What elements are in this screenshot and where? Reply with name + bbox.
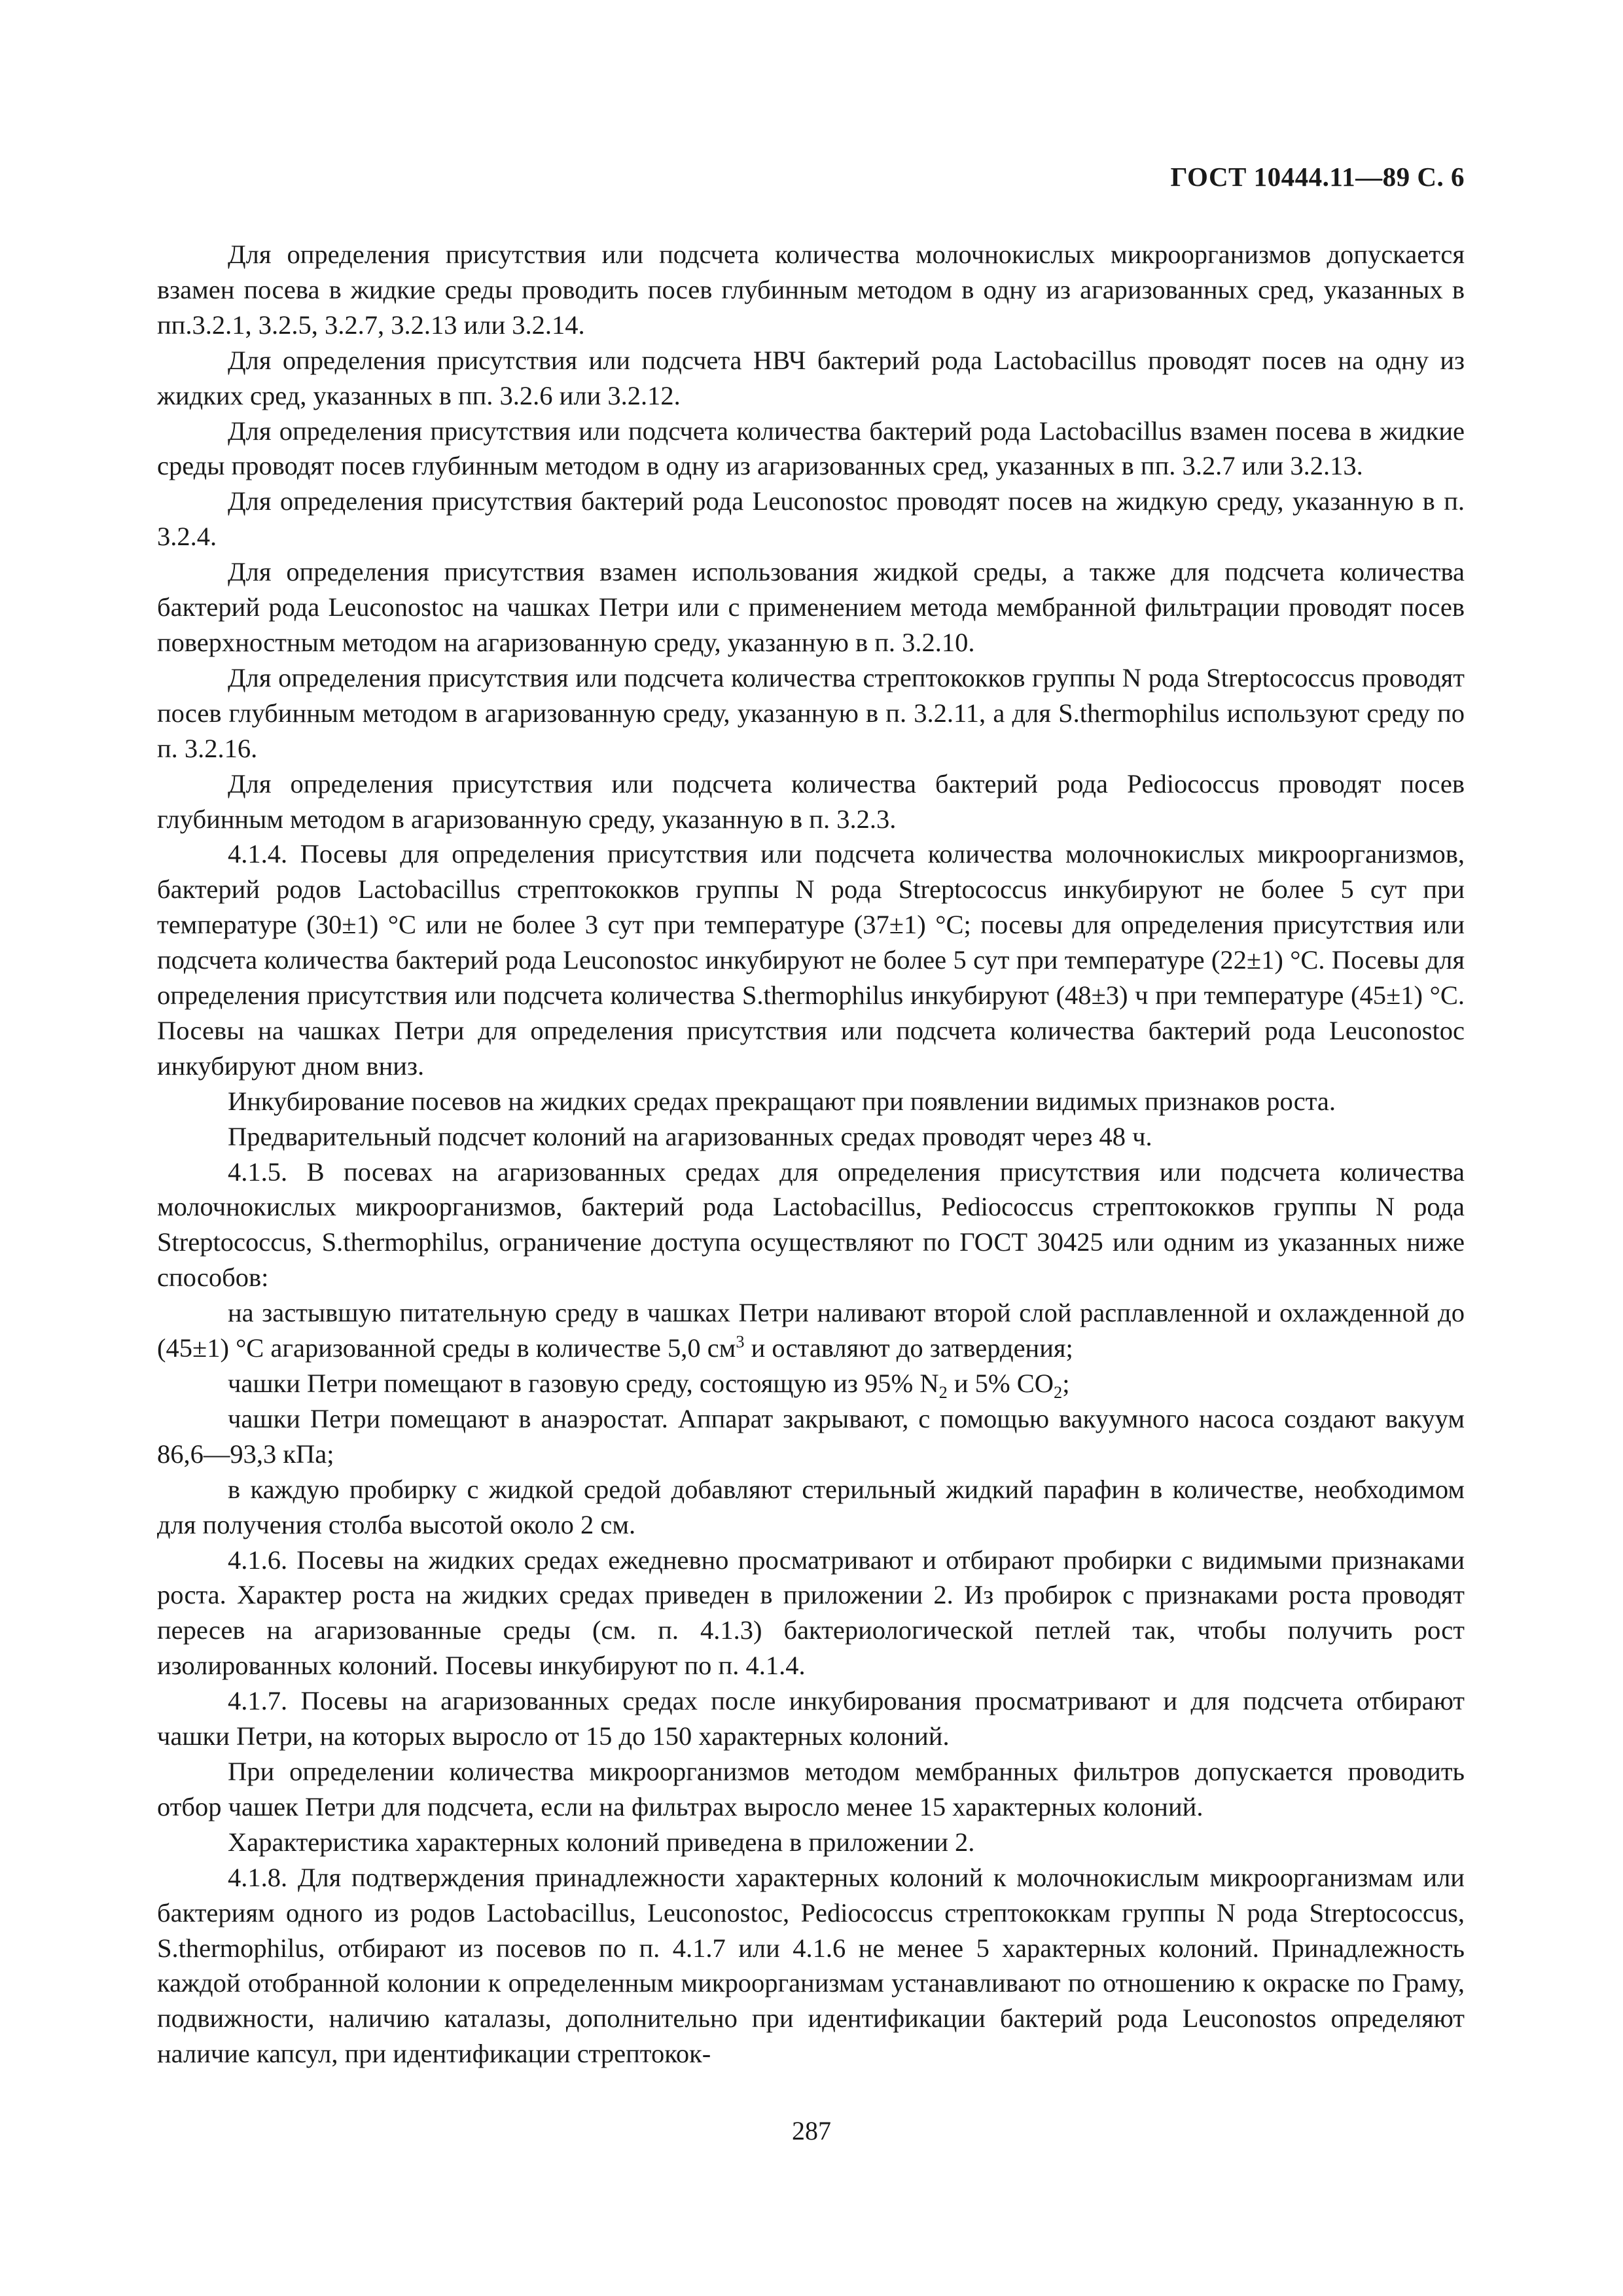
paragraph: Характеристика характерных колоний приведена в приложении 2. bbox=[228, 1827, 975, 1857]
text-run: и 5% CO bbox=[947, 1369, 1054, 1398]
paragraph: Для определения присутствия или подсчета количества стрептококков группы N рода Streptococcus проводят посев глубинным методом в агаризованную среду, указанную в п. 3.2.11, а для S.thermophilus используют среду по п. 3.2.16. bbox=[157, 662, 1465, 763]
page-number: 287 bbox=[792, 2116, 831, 2145]
paragraph-overlay-method bbox=[157, 1295, 1465, 1366]
paragraph: 4.1.8. Для подтверждения принадлежности характерных колоний к молочнокислым микроорганизмам или бактериям одного из родов Lactobacillus, Leuconostoc, Pediococcus стрептококкам группы N рода Streptococcus, S.thermophilus, отбирают из посевов по п. 4.1.7 или 4.1.6 не менее 5 характерных колоний. Принадлежность каждой отобранной колонии к определенным микроорганизмам устанавливают по отношению к окраске по Граму, подвижности, наличию каталазы, дополнительно при идентификации бактерий рода Leuconostos определяют наличие капсул, при идентификации стрептокок- bbox=[157, 1862, 1465, 2069]
text-run: ; bbox=[1062, 1369, 1070, 1398]
paragraph: Для определения присутствия бактерий рода Leuconostoc проводят посев на жидкую среду, указанную в п. 3.2.4. bbox=[157, 486, 1465, 552]
subscript: 2 bbox=[1054, 1383, 1063, 1403]
paragraph: При определении количества микроорганизмов методом мембранных фильтров допускается проводить отбор чашек Петри для подсчета, если на фильтрах выросло менее 15 характерных колоний. bbox=[157, 1756, 1465, 1821]
paragraph: Инкубирование посевов на жидких средах прекращают при появлении видимых признаков роста. bbox=[228, 1086, 1336, 1116]
paragraph: Для определения присутствия или подсчета количества бактерий рода Pediococcus проводят посев глубинным методом в агаризованную среду, указанную в п. 3.2.3. bbox=[157, 768, 1465, 834]
paragraph: 4.1.4. Посевы для определения присутствия или подсчета количества молочнокислых микроорганизмов, бактерий родов Lactobacillus стрептококков группы N рода Streptococcus инкубируют не более 5 сут при температуре (30±1) °С или не более 3 сут при температуре (37±1) °С; посевы для определения присутствия или подсчета количества бактерий рода Leuconostoc инкубируют не более 5 сут при температуре (22±1) °С. Посевы для определения присутствия или подсчета количества S.thermophilus инкубируют (48±3) ч при температуре (45±1) °С. Посевы на чашках Петри для определения присутствия или подсчета количества бактерий рода Leuconostoc инкубируют дном вниз. bbox=[157, 839, 1465, 1081]
paragraph: Для определения присутствия или подсчета количества бактерий рода Lactobacillus взамен посева в жидкие среды проводят посев глубинным методом в одну из агаризованных сред, указанных в пп. 3.2.7 или 3.2.13. bbox=[157, 416, 1465, 481]
paragraph: Для определения присутствия или подсчета количества молочнокислых микроорганизмов допускается взамен посева в жидкие среды проводить посев глубинным методом в одну из агаризованных сред, указанных в пп.3.2.1, 3.2.5, 3.2.7, 3.2.13 или 3.2.14. bbox=[157, 240, 1465, 340]
text-run: чашки Петри помещают в газовую среду, состоящую из 95% N bbox=[228, 1369, 939, 1398]
superscript: 3 bbox=[736, 1332, 745, 1352]
paragraph: 4.1.6. Посевы на жидких средах ежедневно просматривают и отбирают пробирки с видимыми признаками роста. Характер роста на жидких средах приведен в приложении 2. Из пробирок с признаками роста проводят пересев на агаризованные среды (см. п. 4.1.3) бактериологической петлей так, чтобы получить рост изолированных колоний. Посевы инкубируют по п. 4.1.4. bbox=[157, 1545, 1465, 1681]
paragraph: 4.1.7. Посевы на агаризованных средах после инкубирования просматривают и для подсчета отбирают чашки Петри, на которых выросло от 15 до 150 характерных колоний. bbox=[157, 1686, 1465, 1751]
text-run: и оставляют до затвердения; bbox=[744, 1333, 1073, 1363]
page-header: ГОСТ 10444.11—89 С. 6 bbox=[1170, 162, 1465, 192]
text-run: на застывшую питательную среду в чашках Петри наливают второй слой расплавленной и охлажденной до (45±1) °С агаризованной среды в количестве 5,0 см bbox=[157, 1298, 1465, 1363]
paragraph: Для определения присутствия или подсчета НВЧ бактерий рода Lactobacillus проводят посев на одну из жидких сред, указанных в пп. 3.2.6 или 3.2.12. bbox=[157, 345, 1465, 410]
paragraph: в каждую пробирку с жидкой средой добавляют стерильный жидкий парафин в количестве, необходимом для получения столба высотой около 2 см. bbox=[157, 1474, 1465, 1539]
subscript: 2 bbox=[938, 1383, 948, 1403]
paragraph: 4.1.5. В посевах на агаризованных средах для определения присутствия или подсчета количества молочнокислых микроорганизмов, бактерий рода Lactobacillus, Pediococcus стрептококков группы N рода Streptococcus, S.thermophilus, ограничение доступа осуществляют по ГОСТ 30425 или одним из указанных ниже способов: bbox=[157, 1157, 1465, 1293]
paragraph: Предварительный подсчет колоний на агаризованных средах проводят через 48 ч. bbox=[228, 1121, 1152, 1151]
document-body bbox=[157, 237, 1465, 2072]
paragraph-gas-method bbox=[157, 1366, 1465, 1401]
paragraph: чашки Петри помещают в анаэростат. Аппарат закрывают, с помощью вакуумного насоса создают вакуум 86,6—93,3 кПа; bbox=[157, 1403, 1465, 1469]
paragraph: Для определения присутствия взамен использования жидкой среды, а также для подсчета количества бактерий рода Leuconostoc на чашках Петри или с применением метода мембранной фильтрации проводят посев поверхностным методом на агаризованную среду, указанную в п. 3.2.10. bbox=[157, 557, 1465, 657]
